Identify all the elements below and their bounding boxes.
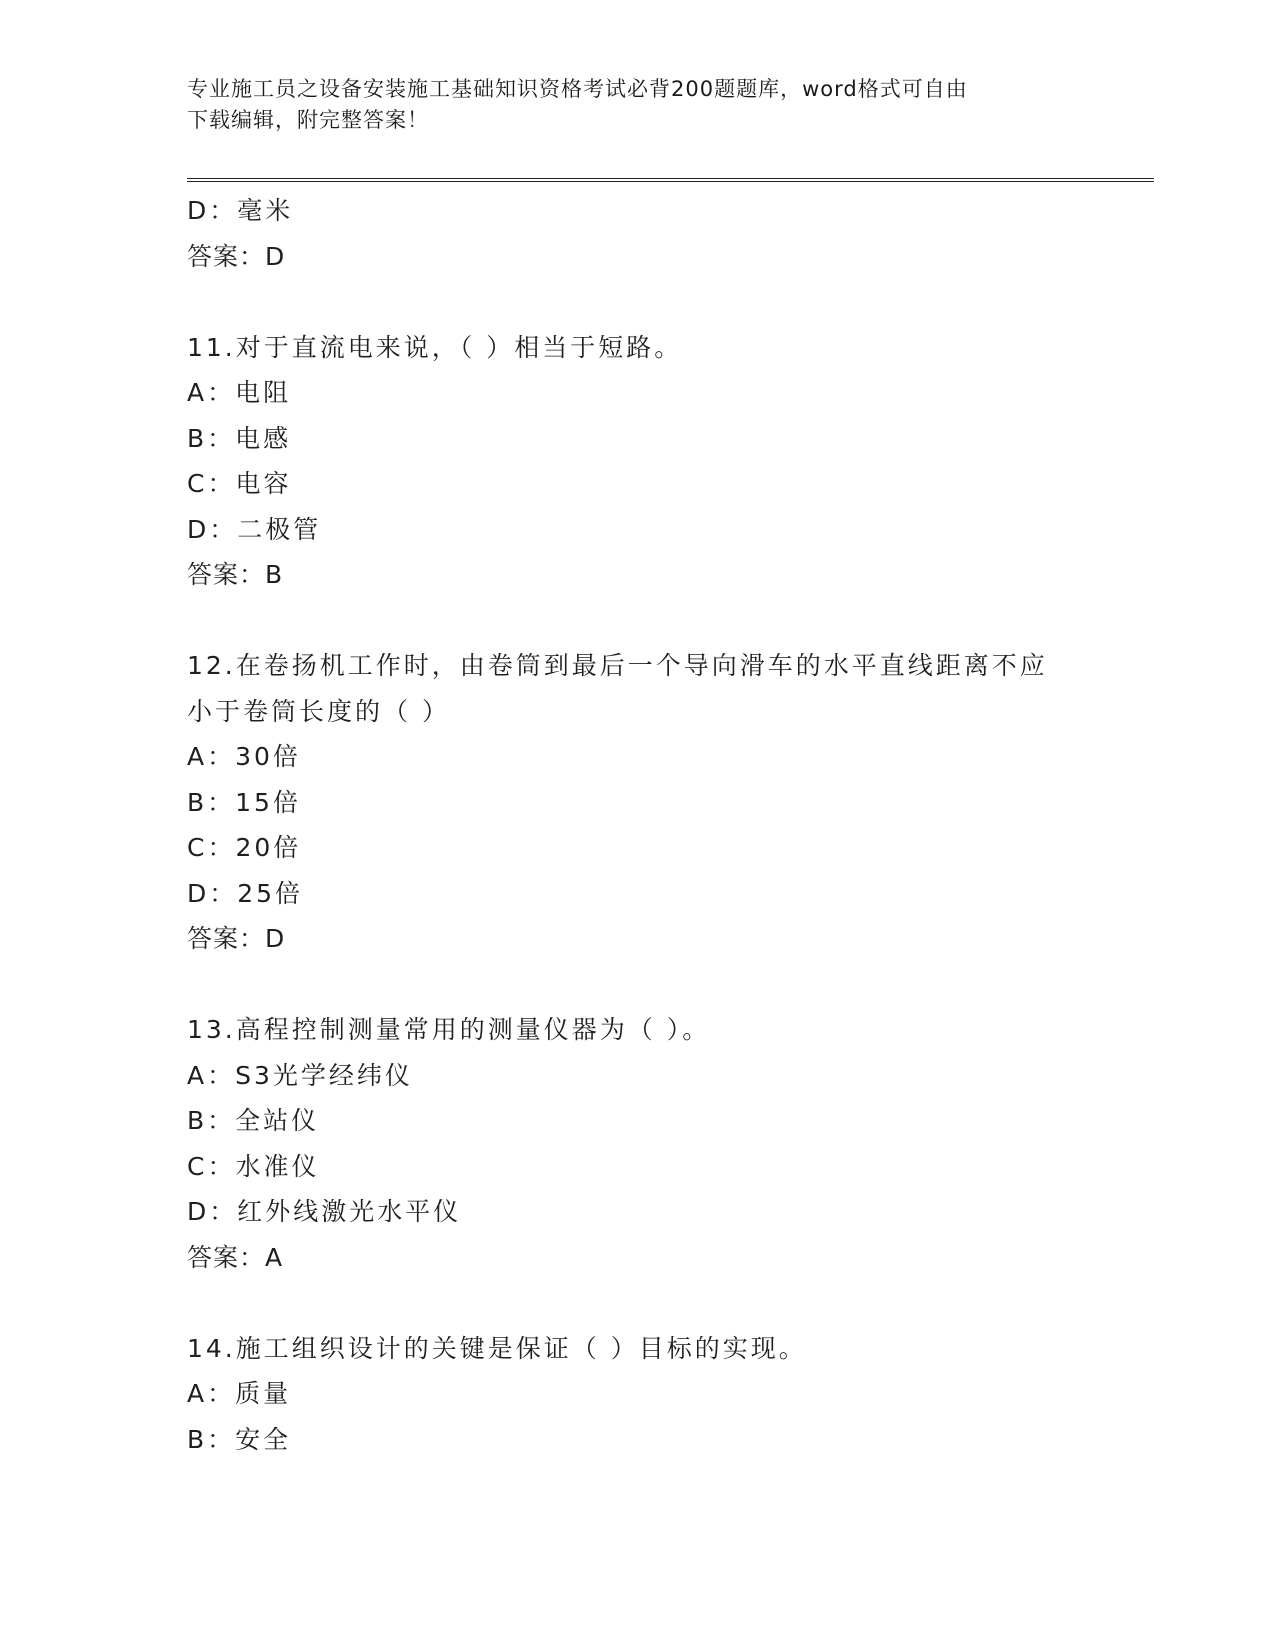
q12-stem-line-1: 12.在卷扬机工作时，由卷筒到最后一个导向滑车的水平直线距离不应 bbox=[187, 651, 1048, 680]
q12-option-c: C：20倍 bbox=[187, 833, 302, 862]
header-divider bbox=[187, 178, 1154, 182]
q10-option-d: D：毫米 bbox=[187, 196, 294, 225]
q11-stem: 11.对于直流电来说，（ ）相当于短路。 bbox=[187, 332, 683, 362]
q13-stem: 13.高程控制测量常用的测量仪器为（ ）。 bbox=[187, 1015, 711, 1044]
q14-stem: 14.施工组织设计的关键是保证（ ）目标的实现。 bbox=[187, 1333, 807, 1363]
q12-answer: 答案：D bbox=[187, 924, 286, 953]
q11-option-c: C：电容 bbox=[187, 469, 292, 498]
q11-option-a: A：电阻 bbox=[187, 378, 292, 407]
header-title-line-1: 专业施工员之设备安装施工基础知识资格考试必背200题题库，word格式可自由 bbox=[187, 77, 968, 101]
question-list bbox=[187, 188, 1087, 1462]
question-12 bbox=[187, 643, 1087, 962]
q13-option-d: D：红外线激光水平仪 bbox=[187, 1197, 462, 1226]
spacer bbox=[187, 1280, 1087, 1326]
spacer bbox=[187, 962, 1087, 1008]
spacer bbox=[187, 598, 1087, 644]
q11-option-d: D：二极管 bbox=[187, 514, 322, 544]
q13-option-a: A：S3光学经纬仪 bbox=[187, 1060, 413, 1090]
q14-option-a: A：质量 bbox=[187, 1379, 292, 1408]
question-11 bbox=[187, 325, 1087, 598]
document-header bbox=[187, 74, 1087, 136]
header-title-line-2: 下载编辑，附完整答案！ bbox=[187, 108, 429, 132]
q11-option-b: B：电感 bbox=[187, 423, 292, 453]
q13-option-b: B：全站仪 bbox=[187, 1106, 320, 1135]
spacer bbox=[187, 279, 1087, 325]
q13-answer: 答案：A bbox=[187, 1242, 284, 1272]
q12-option-d: D：25倍 bbox=[187, 878, 304, 908]
q11-answer: 答案：B bbox=[187, 560, 284, 589]
q12-option-a: A：30倍 bbox=[187, 742, 301, 771]
q13-option-c: C：水准仪 bbox=[187, 1151, 320, 1181]
q10-answer: 答案：D bbox=[187, 241, 286, 271]
q12-option-b: B：15倍 bbox=[187, 787, 301, 817]
q12-stem-line-2: 小于卷筒长度的（ ） bbox=[187, 696, 450, 726]
question-14 bbox=[187, 1326, 1087, 1463]
question-13 bbox=[187, 1007, 1087, 1280]
q14-option-b: B：安全 bbox=[187, 1424, 292, 1454]
